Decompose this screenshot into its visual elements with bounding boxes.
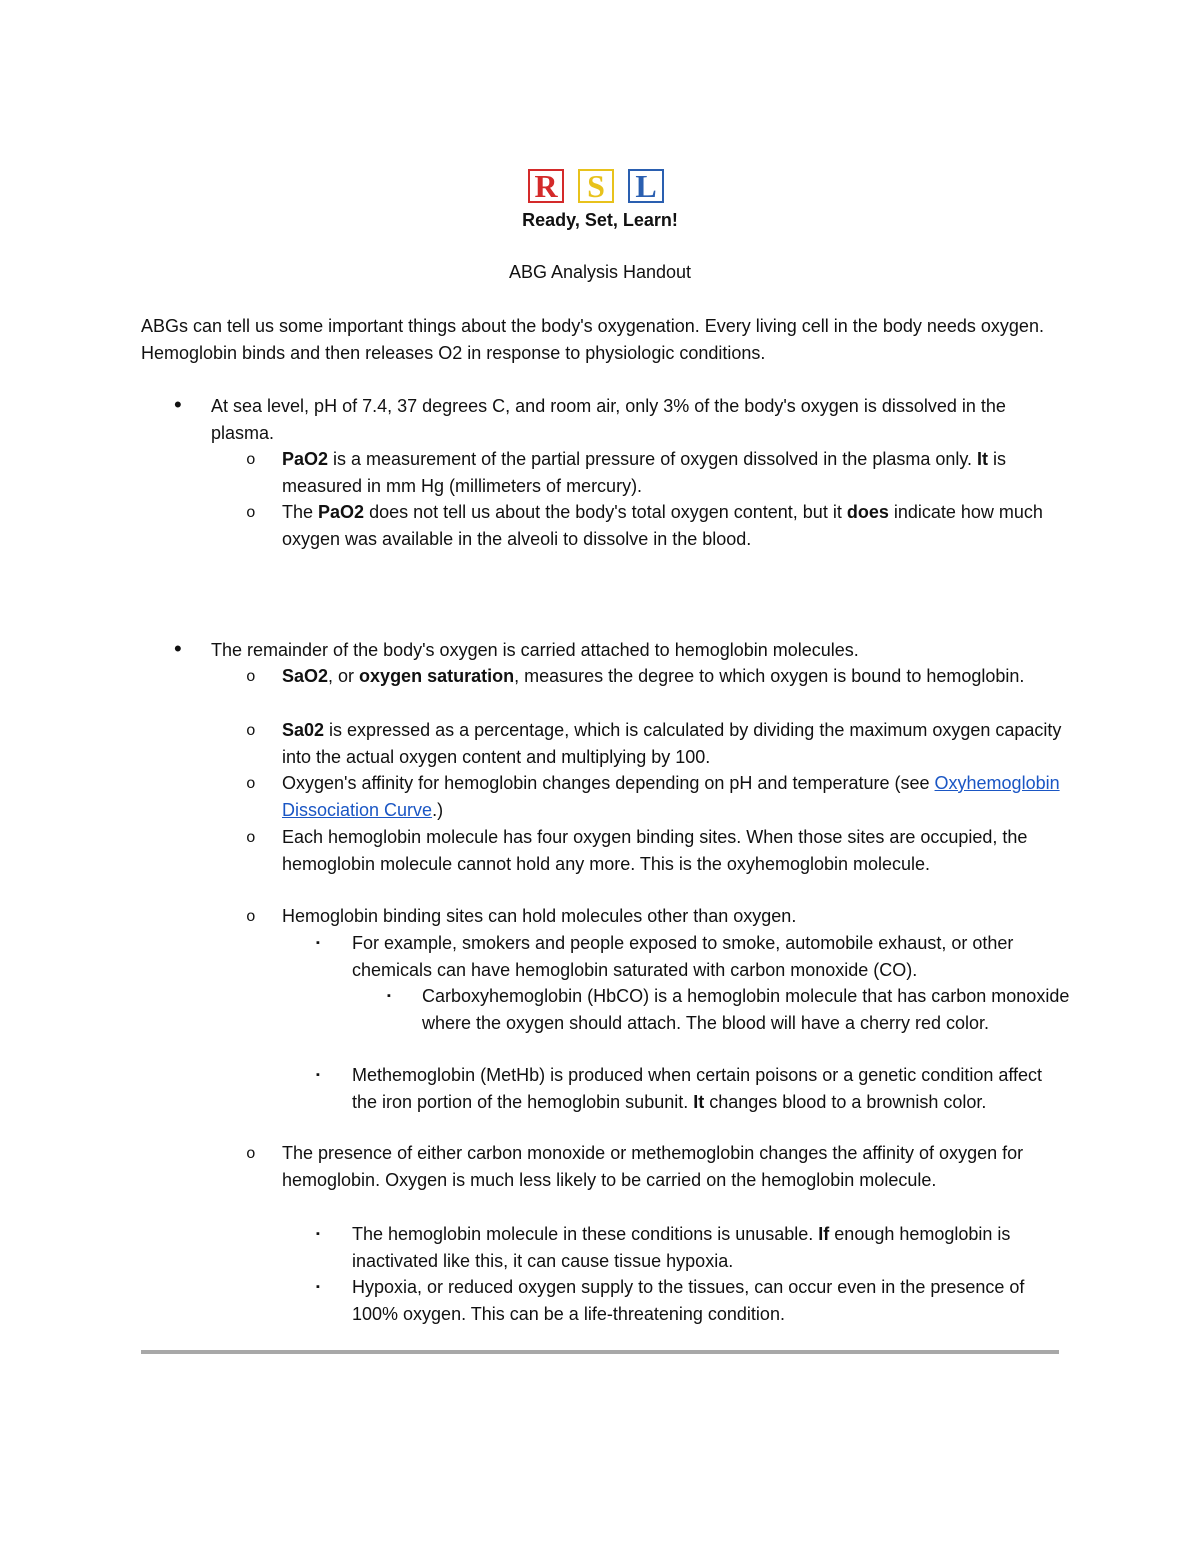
list-item-smokers: For example, smokers and people exposed to smoke, automobile exhaust, or other chemicals can have hemoglobin saturated with carbon monoxide (CO). <box>352 933 1014 980</box>
sub-sub-bullet-marker: ▪ <box>316 937 320 949</box>
list-item-affinity: Oxygen's affinity for hemoglobin changes depending on pH and temperature (see Oxyhemoglobin Dissociation Curve.) <box>282 773 1060 820</box>
list-item-sa02-percentage: Sa02 is expressed as a percentage, which is calculated by dividing the maximum oxygen capacity into the actual oxygen content and multiplying by 100. <box>282 720 1062 767</box>
list-item-sea-level: At sea level, pH of 7.4, 37 degrees C, and room air, only 3% of the body's oxygen is dissolved in the plasma. <box>211 396 1006 443</box>
list-item-methemoglobin: Methemoglobin (MetHb) is produced when certain poisons or a genetic condition affect the iron portion of the hemoglobin subunit. It changes blood to a brownish color. <box>352 1065 1043 1112</box>
sub-bullet-marker: o <box>246 451 256 469</box>
sub-sub-bullet-marker: ▪ <box>316 1228 320 1240</box>
sub-bullet-marker: o <box>246 668 256 686</box>
list-item-unusable: The hemoglobin molecule in these conditions is unusable. If enough hemoglobin is inactivated like this, it can cause tissue hypoxia. <box>352 1224 1011 1271</box>
sub-bullet-marker: o <box>246 775 256 793</box>
tagline: Ready, Set, Learn! <box>522 210 678 230</box>
list-item-binding-sites: Each hemoglobin molecule has four oxygen binding sites. When those sites are occupied, the hemoglobin molecule cannot hold any more. This is the oxyhemoglobin molecule. <box>282 827 1028 874</box>
sub-sub-bullet-marker: ▪ <box>316 1069 320 1081</box>
intro-paragraph: ABGs can tell us some important things about the body's oxygenation. Every living cell in the body needs oxygen. Hemoglobin binds and then releases O2 in response to physiologic conditions. <box>141 316 1044 363</box>
list-item-pao2-definition: PaO2 is a measurement of the partial pressure of oxygen dissolved in the plasma only. It is measured in mm Hg (millimeters of mercury). <box>282 449 1007 496</box>
list-item-remainder: The remainder of the body's oxygen is carried attached to hemoglobin molecules. <box>211 640 859 660</box>
logo-block-s: S <box>578 169 614 203</box>
sub-bullet-marker: o <box>246 829 256 847</box>
oxyhemoglobin-curve-link[interactable]: Oxyhemoglobin Dissociation Curve <box>282 773 1060 820</box>
list-item-hypoxia: Hypoxia, or reduced oxygen supply to the tissues, can occur even in the presence of 100% oxygen. This can be a life-threatening condition. <box>352 1277 1025 1324</box>
horizontal-divider <box>141 1350 1059 1354</box>
sub-sub-bullet-marker: ▪ <box>316 1281 320 1293</box>
sub-bullet-marker: o <box>246 504 256 522</box>
bullet-marker: • <box>174 636 182 661</box>
list-item-other-molecules: Hemoglobin binding sites can hold molecules other than oxygen. <box>282 906 797 926</box>
sub-bullet-marker: o <box>246 908 256 926</box>
level4-bullet-marker: ▪ <box>387 990 391 1002</box>
sub-bullet-marker: o <box>246 722 256 740</box>
logo-block-l: L <box>628 169 664 203</box>
document-title: ABG Analysis Handout <box>508 262 692 282</box>
list-item-carboxyhemoglobin: Carboxyhemoglobin (HbCO) is a hemoglobin molecule that has carbon monoxide where the oxygen should attach. The blood will have a cherry red color. <box>422 986 1070 1033</box>
list-item-pao2-content: The PaO2 does not tell us about the body's total oxygen content, but it does indicate how much oxygen was available in the alveoli to dissolve in the blood. <box>282 502 1043 549</box>
bullet-marker: • <box>174 392 182 417</box>
sub-bullet-marker: o <box>246 1145 256 1163</box>
rsl-logo <box>528 169 672 205</box>
list-item-affinity-change: The presence of either carbon monoxide or methemoglobin changes the affinity of oxygen for hemoglobin. Oxygen is much less likely to be carried on the hemoglobin molecule. <box>282 1143 1024 1190</box>
list-item-sao2: SaO2, or oxygen saturation, measures the degree to which oxygen is bound to hemoglobin. <box>282 666 1025 686</box>
logo-block-r: R <box>528 169 564 203</box>
